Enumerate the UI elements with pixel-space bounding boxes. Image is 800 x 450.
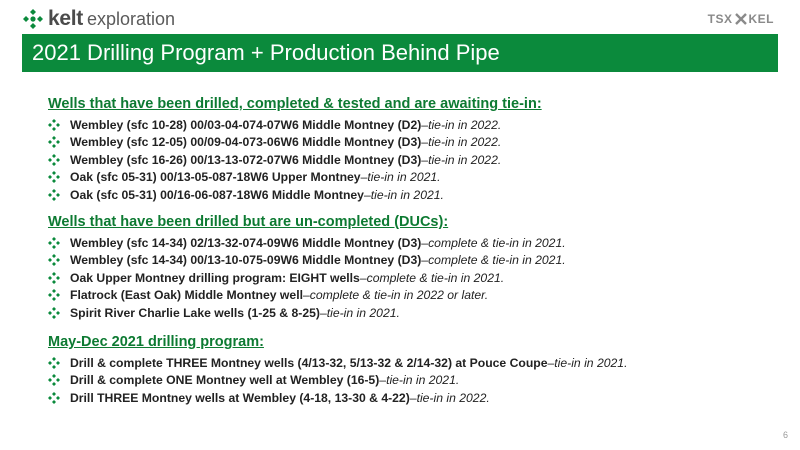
status-note: complete & tie-in in 2022 or later. [309, 288, 489, 303]
diamond-bullet-icon [48, 154, 60, 166]
section-heading: May-Dec 2021 drilling program: [48, 334, 264, 350]
status-note: tie-in in 2022. [416, 390, 490, 405]
bullet-list [48, 234, 768, 322]
page-title: 2021 Drilling Program + Production Behind Pipe [32, 40, 500, 65]
well-name: Wembley (sfc 14-34) 02/13-32-074-09W6 Middle Montney (D3) [70, 235, 422, 250]
diamond-bullet-icon [48, 289, 60, 301]
status-note: complete & tie-in in 2021. [428, 253, 566, 268]
well-name: Oak (sfc 05-31) 00/16-06-087-18W6 Middle Montney [70, 187, 364, 202]
kelt-logo-icon [22, 8, 44, 30]
list-item [48, 269, 768, 287]
diamond-bullet-icon [48, 357, 60, 369]
status-note: tie-in in 2021. [554, 355, 628, 370]
section-drilled-completed-tested [48, 96, 768, 204]
well-name: Oak (sfc 05-31) 00/13-05-087-18W6 Upper Montney [70, 170, 361, 185]
diamond-bullet-icon [48, 189, 60, 201]
status-note: tie-in in 2021. [367, 170, 441, 185]
diamond-bullet-icon [48, 392, 60, 404]
separator: – [421, 117, 429, 132]
status-note: tie-in in 2021. [370, 187, 444, 202]
list-item [48, 372, 768, 390]
program-item: Drill & complete THREE Montney wells (4/13-32, 5/13-32 & 2/14-32) at Pouce Coupe [70, 355, 548, 370]
separator: – [547, 355, 555, 370]
section-heading: Wells that have been drilled but are un-completed (DUCs): [48, 214, 449, 230]
separator: – [421, 152, 429, 167]
separator: – [421, 135, 429, 150]
list-item [48, 287, 768, 305]
bullet-list [48, 116, 768, 204]
logo-wordmark-light: exploration [87, 8, 176, 29]
well-name: Wembley (sfc 16-26) 00/13-13-072-07W6 Middle Montney (D3) [70, 152, 422, 167]
bullet-list [48, 354, 768, 407]
separator: – [421, 235, 429, 250]
separator: – [360, 170, 368, 185]
diamond-bullet-icon [48, 272, 60, 284]
diamond-bullet-icon [48, 171, 60, 183]
status-note: tie-in in 2021. [386, 373, 460, 388]
diamond-bullet-icon [48, 374, 60, 386]
list-item [48, 186, 768, 204]
well-name: Flatrock (East Oak) Middle Montney well [70, 288, 303, 303]
separator: – [421, 253, 429, 268]
separator: – [302, 288, 310, 303]
program-item: Drill & complete ONE Montney well at Wembley (16-5) [70, 373, 380, 388]
logo-wordmark-bold: kelt [48, 7, 83, 30]
well-name: Wembley (sfc 12-05) 00/09-04-073-06W6 Middle Montney (D3) [70, 135, 422, 150]
diamond-bullet-icon [48, 136, 60, 148]
exchange-ticker [708, 12, 774, 26]
section-heading: Wells that have been drilled, completed & tested and are awaiting tie-in: [48, 96, 542, 112]
diamond-bullet-icon [48, 119, 60, 131]
ticker-x-icon [734, 12, 748, 26]
separator: – [379, 373, 387, 388]
list-item [48, 169, 768, 187]
section-duc-wells [48, 214, 768, 322]
company-logo [22, 4, 175, 34]
diamond-bullet-icon [48, 254, 60, 266]
separator: – [409, 390, 417, 405]
status-note: tie-in in 2022. [428, 117, 502, 132]
well-name: Wembley (sfc 14-34) 00/13-10-075-09W6 Middle Montney (D3) [70, 253, 422, 268]
ticker-symbol: KEL [748, 12, 774, 26]
program-item: Drill THREE Montney wells at Wembley (4-18, 13-30 & 4-22) [70, 390, 410, 405]
list-item [48, 389, 768, 407]
separator: – [363, 187, 371, 202]
separator: – [359, 270, 367, 285]
list-item [48, 234, 768, 252]
diamond-bullet-icon [48, 307, 60, 319]
exchange-name: TSX [707, 12, 733, 26]
status-note: complete & tie-in in 2021. [366, 270, 505, 285]
list-item [48, 134, 768, 152]
status-note: complete & tie-in in 2021. [428, 235, 566, 250]
list-item [48, 304, 768, 322]
diamond-bullet-icon [48, 237, 60, 249]
well-name: Oak Upper Montney drilling program: EIGHT wells [70, 270, 360, 285]
page-number: 6 [782, 430, 788, 440]
well-name: Spirit River Charlie Lake wells (1-25 & 8-25) [70, 305, 320, 320]
title-banner [22, 34, 778, 72]
list-item [48, 252, 768, 270]
list-item [48, 151, 768, 169]
separator: – [319, 305, 327, 320]
status-note: tie-in in 2021. [326, 305, 400, 320]
list-item [48, 354, 768, 372]
status-note: tie-in in 2022. [428, 135, 502, 150]
well-name: Wembley (sfc 10-28) 00/03-04-074-07W6 Middle Montney (D2) [70, 117, 422, 132]
list-item [48, 116, 768, 134]
section-drilling-program [48, 334, 768, 407]
status-note: tie-in in 2022. [428, 152, 502, 167]
